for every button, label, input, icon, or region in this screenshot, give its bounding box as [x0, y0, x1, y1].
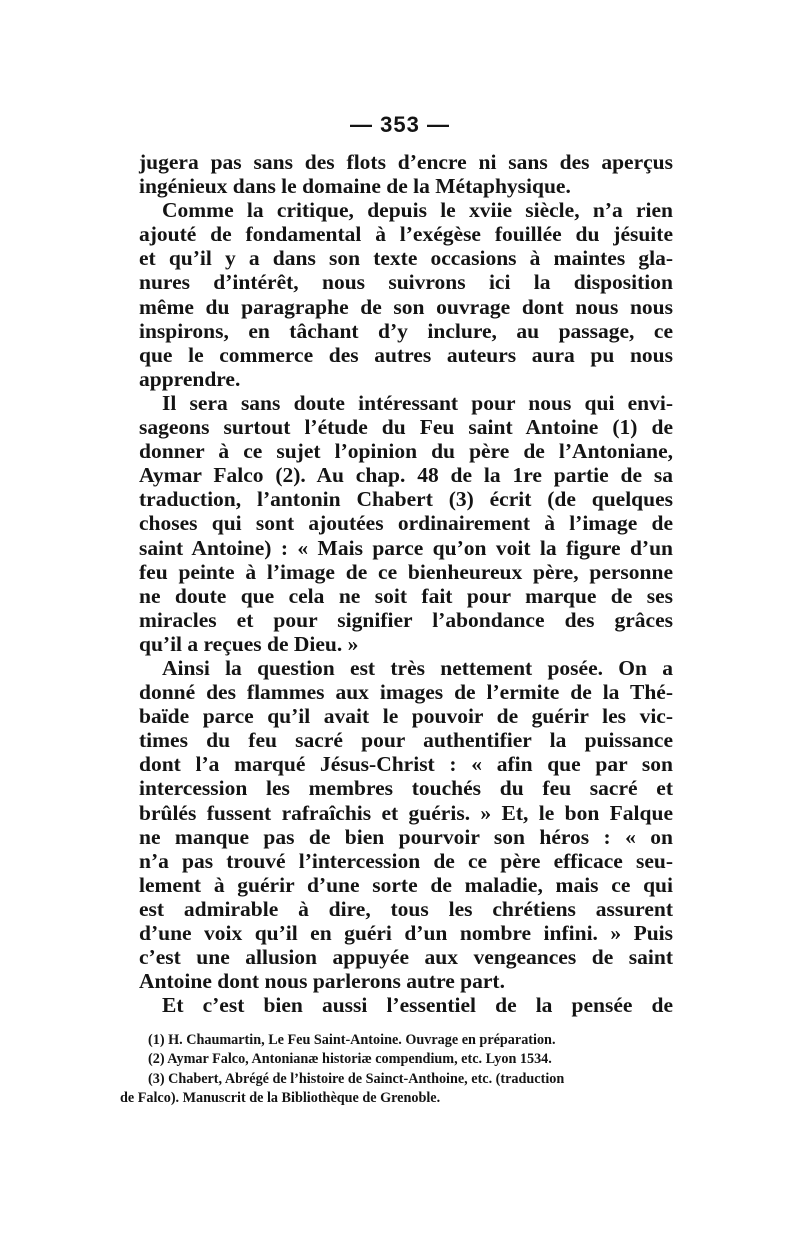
text-line: Antoine dont nous parlerons autre part.: [139, 969, 505, 994]
text-line: donné des flammes aux images de l’ermite de la Thé-: [139, 680, 673, 705]
text-line: traduction, l’antonin Chabert (3) écrit (de quelques: [139, 487, 673, 512]
text-line: brûlés fussent rafraîchis et guéris. » Et, le bon Falque: [139, 800, 673, 825]
text-line: apprendre.: [139, 366, 241, 391]
text-line: ne manque pas de bien pourvoir son héros : « on: [139, 824, 673, 849]
text-line: choses qui sont ajoutées ordinairement à l’image de: [139, 511, 673, 536]
body-text: [139, 150, 673, 1017]
text-line: qu’il a reçues de Dieu. »: [139, 631, 359, 656]
footnotes: [120, 1031, 673, 1108]
text-line: Ainsi la question est très nettement posée. On a: [162, 655, 673, 680]
text-line: saint Antoine) : « Mais parce qu’on voit la figure d’un: [139, 535, 673, 560]
text-line: inspirons, en tâchant d’y inclure, au passage, ce: [139, 318, 673, 343]
text-line: lement à guérir d’une sorte de maladie, mais ce qui: [139, 872, 673, 897]
text-line: nures d’intérêt, nous suivrons ici la disposition: [139, 270, 673, 295]
footnote-line: (3) Chabert, Abrégé de l’histoire de Sainct-Anthoine, etc. (traduction: [148, 1070, 565, 1087]
text-line: Et c’est bien aussi l’essentiel de la pensée de: [162, 993, 673, 1018]
footnote-line: de Falco). Manuscrit de la Bibliothèque de Grenoble.: [120, 1089, 441, 1106]
text-line: feu peinte à l’image de ce bienheureux père, personne: [139, 559, 673, 584]
text-line: jugera pas sans des flots d’encre ni sans des aperçus: [139, 150, 673, 174]
text-line: sageons surtout l’étude du Feu saint Antoine (1) de: [139, 415, 673, 440]
footnote-line: (2) Aymar Falco, Antonianæ historiæ compendium, etc. Lyon 1534.: [148, 1051, 552, 1068]
text-line: Il sera sans doute intéressant pour nous qui envi-: [162, 390, 673, 415]
text-line: ingénieux dans le domaine de la Métaphysique.: [139, 174, 571, 199]
footnote-line: (1) H. Chaumartin, Le Feu Saint-Antoine. Ouvrage en préparation.: [148, 1032, 556, 1048]
text-line: n’a pas trouvé l’intercession de ce père efficace seu-: [139, 848, 673, 873]
text-line: intercession les membres touchés du feu sacré et: [139, 776, 673, 801]
text-line: même du paragraphe de son ouvrage dont nous nous: [139, 294, 673, 319]
text-line: Aymar Falco (2). Au chap. 48 de la 1re partie de sa: [139, 463, 673, 488]
text-line: ne doute que cela ne soit fait pour marque de ses: [139, 583, 673, 608]
text-line: que le commerce des autres auteurs aura pu nous: [139, 342, 673, 367]
text-line: c’est une allusion appuyée aux vengeances de saint: [139, 945, 673, 970]
text-line: times du feu sacré pour authentifier la puissance: [139, 728, 673, 753]
text-line: et qu’il y a dans son texte occasions à maintes gla-: [139, 246, 673, 271]
text-line: d’une voix qu’il en guéri d’un nombre infini. » Puis: [139, 921, 673, 945]
text-line: dont l’a marqué Jésus-Christ : « afin que par son: [139, 752, 673, 777]
text-line: ajouté de fondamental à l’exégèse fouillée du jésuite: [139, 222, 673, 247]
text-line: Comme la critique, depuis le xviie siècle, n’a rien: [162, 198, 673, 223]
text-line: miracles et pour signifier l’abondance des grâces: [139, 607, 673, 632]
text-line: est admirable à dire, tous les chrétiens assurent: [139, 896, 673, 921]
text-line: baïde parce qu’il avait le pouvoir de guérir les vic-: [139, 704, 673, 729]
text-line: donner à ce sujet l’opinion du père de l’Antoniane,: [139, 439, 673, 464]
page-number: — 353 —: [350, 112, 450, 137]
